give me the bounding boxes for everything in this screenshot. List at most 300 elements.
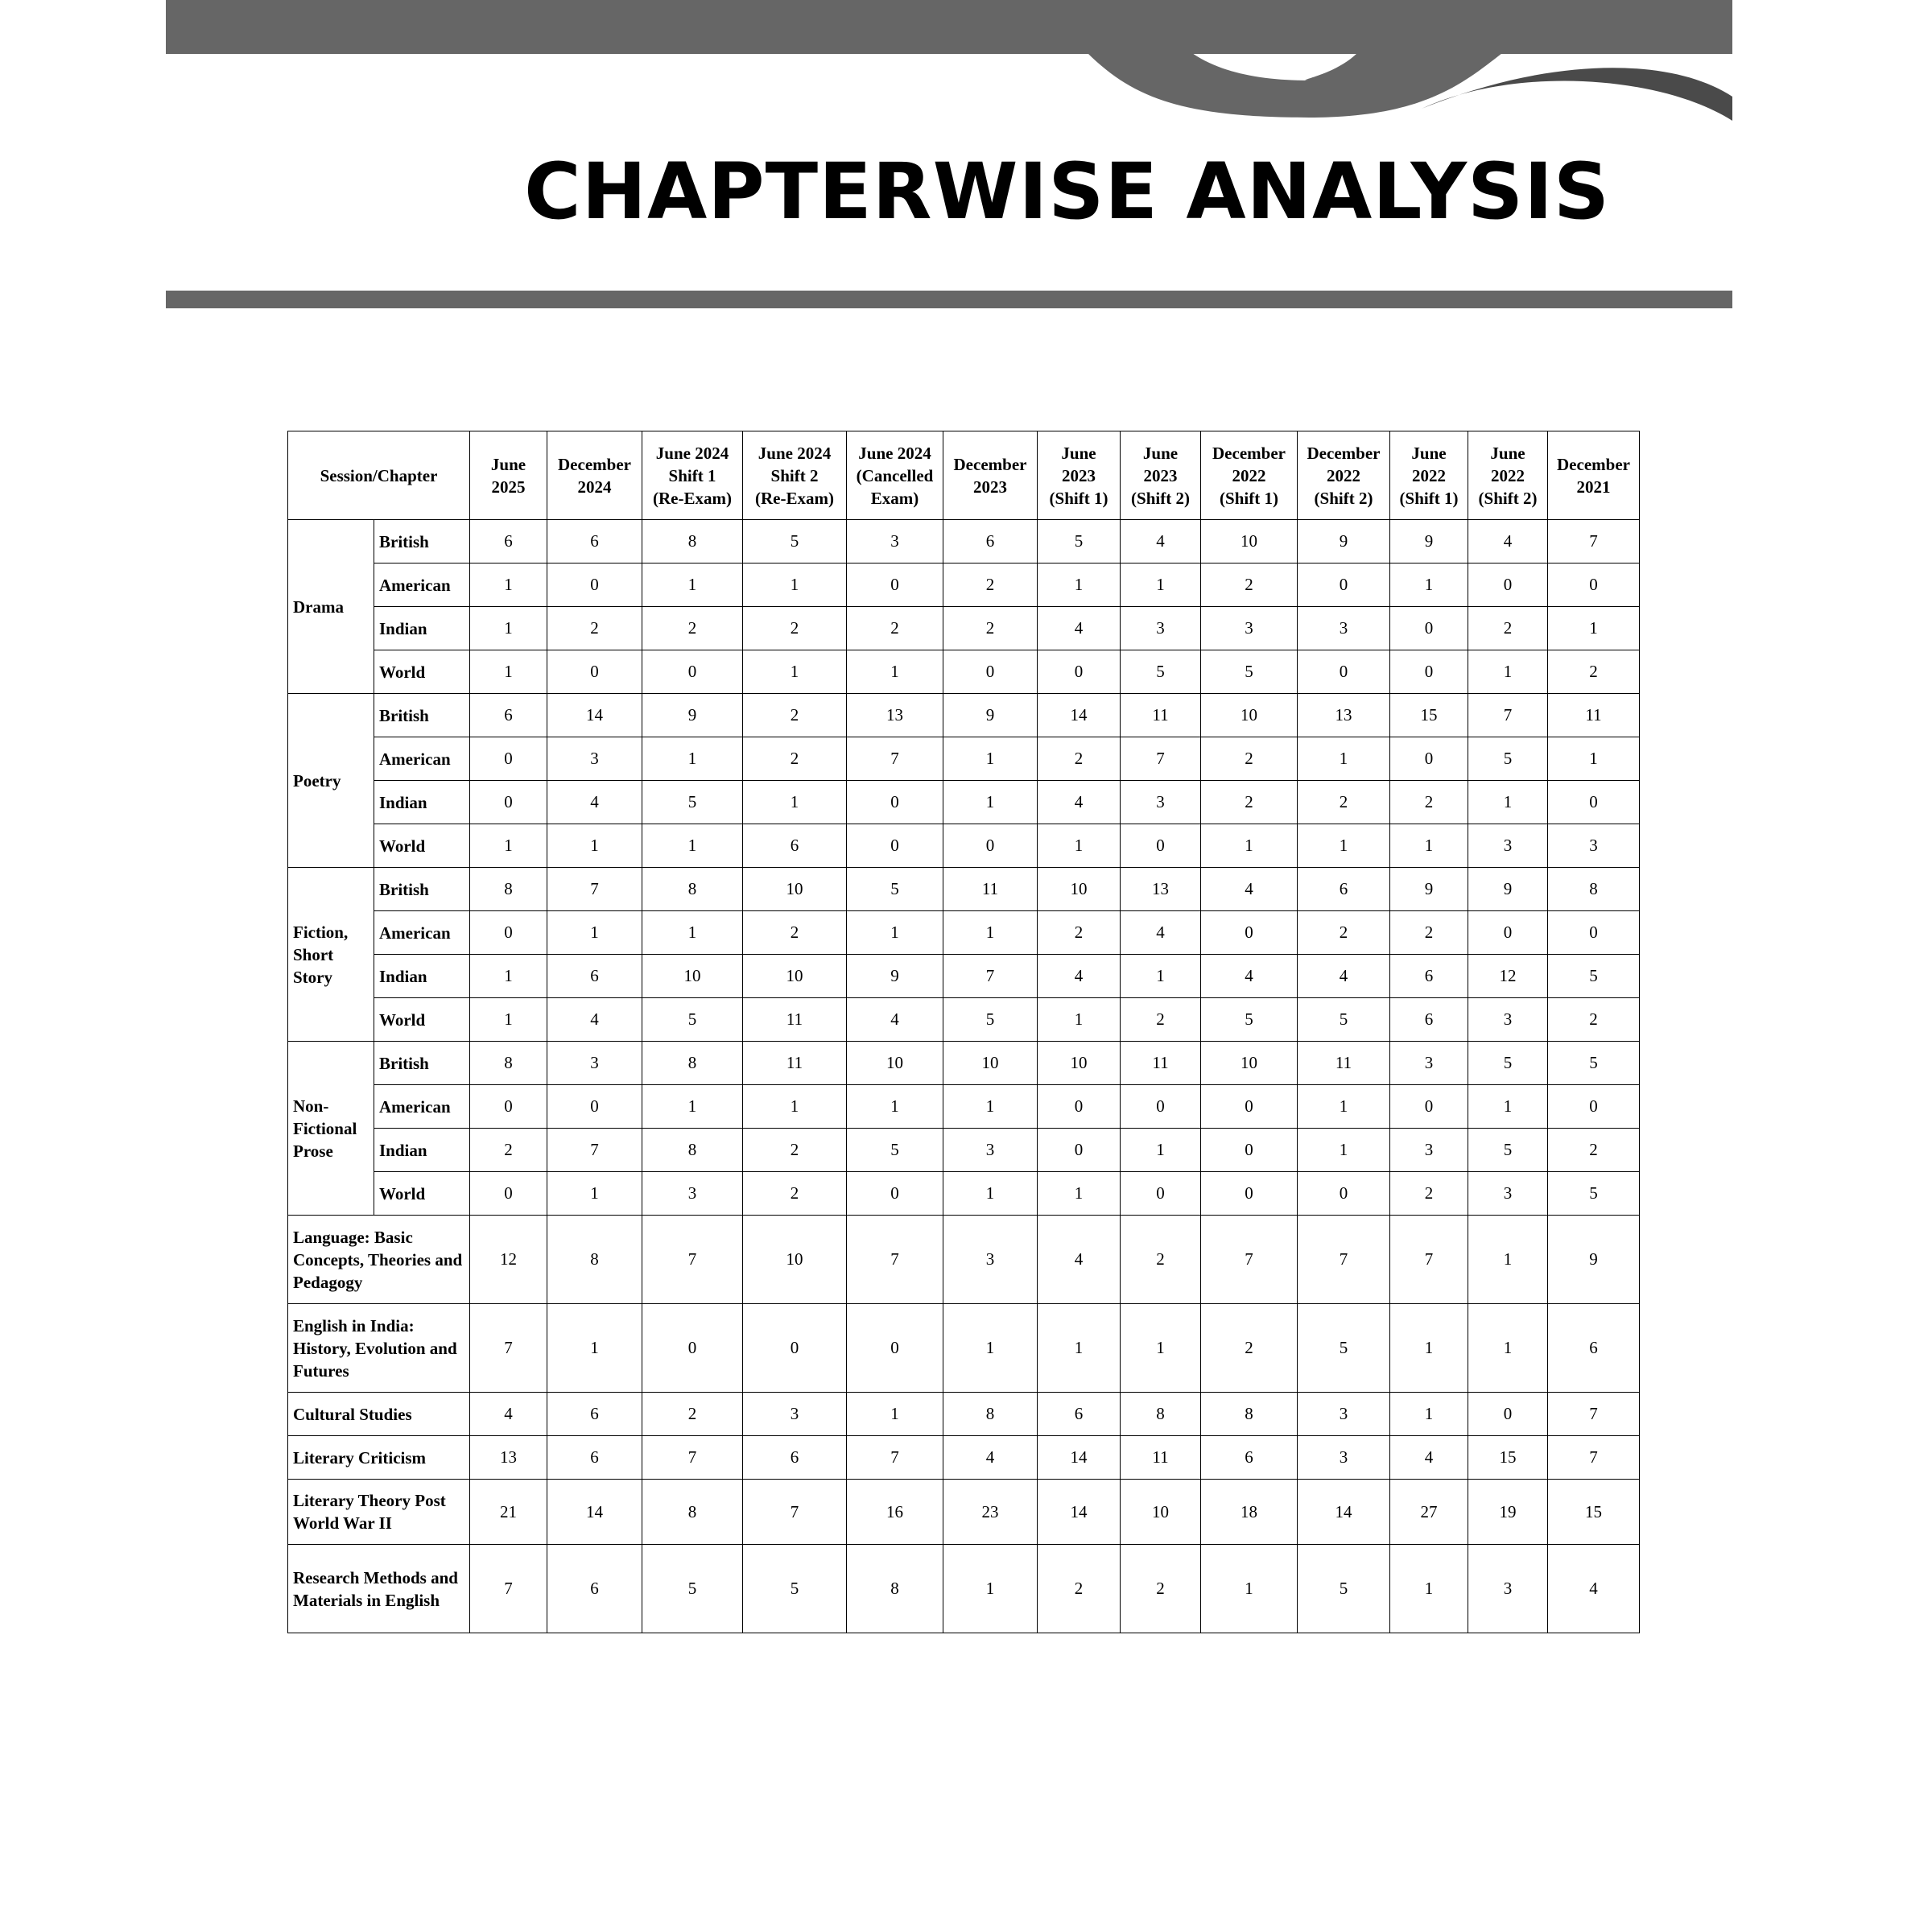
value-cell: 9 (642, 694, 743, 737)
subcategory-label: American (374, 737, 470, 781)
value-cell: 5 (1298, 998, 1390, 1042)
value-cell: 5 (1548, 955, 1640, 998)
value-cell: 11 (1548, 694, 1640, 737)
value-cell: 2 (1201, 737, 1298, 781)
table-row (288, 1436, 1640, 1480)
table-row (288, 564, 1640, 607)
value-cell: 9 (1298, 520, 1390, 564)
value-cell: 15 (1468, 1436, 1548, 1480)
column-header-line: (Cancelled (856, 465, 934, 485)
value-cell: 3 (1390, 1129, 1468, 1172)
column-header-line: (Shift 2) (1314, 488, 1373, 508)
value-cell: 2 (1201, 564, 1298, 607)
value-cell: 2 (943, 607, 1038, 650)
value-cell: 10 (1201, 520, 1298, 564)
value-cell: 13 (470, 1436, 547, 1480)
value-cell: 1 (470, 607, 547, 650)
value-cell: 5 (847, 1129, 943, 1172)
chapter-label: Literary Criticism (288, 1436, 470, 1480)
group-label: Drama (288, 520, 374, 694)
value-cell: 8 (943, 1393, 1038, 1436)
value-cell: 0 (1390, 1085, 1468, 1129)
value-cell: 9 (847, 955, 943, 998)
value-cell: 9 (1468, 868, 1548, 911)
value-cell: 1 (1390, 1545, 1468, 1633)
value-cell: 10 (1201, 694, 1298, 737)
value-cell: 12 (470, 1216, 547, 1304)
column-header-line: 2022 (1232, 465, 1266, 485)
value-cell: 6 (1038, 1393, 1121, 1436)
value-cell: 18 (1201, 1480, 1298, 1545)
value-cell: 7 (1468, 694, 1548, 737)
value-cell: 4 (1298, 955, 1390, 998)
value-cell: 3 (943, 1216, 1038, 1304)
subcategory-label: Indian (374, 607, 470, 650)
value-cell: 7 (743, 1480, 847, 1545)
value-cell: 4 (547, 781, 642, 824)
value-cell: 1 (847, 1393, 943, 1436)
value-cell: 7 (847, 1436, 943, 1480)
value-cell: 0 (847, 781, 943, 824)
table-row (288, 1042, 1640, 1085)
table-row (288, 520, 1640, 564)
value-cell: 4 (1038, 781, 1121, 824)
subcategory-label: Indian (374, 955, 470, 998)
value-cell: 14 (1038, 694, 1121, 737)
table-row (288, 955, 1640, 998)
value-cell: 7 (847, 737, 943, 781)
value-cell: 7 (642, 1436, 743, 1480)
column-header (1390, 431, 1468, 520)
column-header-line: (Shift 2) (1131, 488, 1190, 508)
value-cell: 10 (943, 1042, 1038, 1085)
value-cell: 6 (547, 520, 642, 564)
value-cell: 10 (847, 1042, 943, 1085)
value-cell: 2 (1121, 998, 1201, 1042)
column-header (847, 431, 943, 520)
value-cell: 6 (1298, 868, 1390, 911)
value-cell: 1 (470, 650, 547, 694)
value-cell: 3 (1548, 824, 1640, 868)
subcategory-label: Indian (374, 1129, 470, 1172)
value-cell: 1 (642, 1085, 743, 1129)
column-header-line: June (1061, 443, 1096, 463)
value-cell: 5 (1201, 998, 1298, 1042)
table-row (288, 1393, 1640, 1436)
value-cell: 5 (1038, 520, 1121, 564)
value-cell: 5 (1468, 1042, 1548, 1085)
column-header-line: Exam) (870, 488, 919, 508)
value-cell: 3 (1468, 1172, 1548, 1216)
value-cell: 0 (1298, 650, 1390, 694)
value-cell: 10 (743, 1216, 847, 1304)
value-cell: 9 (1390, 520, 1468, 564)
value-cell: 6 (743, 824, 847, 868)
value-cell: 6 (1201, 1436, 1298, 1480)
value-cell: 1 (1038, 564, 1121, 607)
column-header-line: (Re-Exam) (653, 488, 732, 508)
value-cell: 2 (1121, 1545, 1201, 1633)
column-header (547, 431, 642, 520)
value-cell: 0 (1298, 564, 1390, 607)
column-header-line: December (1212, 443, 1286, 463)
value-cell: 2 (470, 1129, 547, 1172)
value-cell: 0 (1390, 607, 1468, 650)
column-header-line: (Shift 2) (1478, 488, 1538, 508)
value-cell: 15 (1548, 1480, 1640, 1545)
column-header-line: June (1142, 443, 1179, 463)
value-cell: 1 (642, 824, 743, 868)
value-cell: 2 (1468, 607, 1548, 650)
value-cell: 10 (1201, 1042, 1298, 1085)
value-cell: 4 (1468, 520, 1548, 564)
value-cell: 6 (547, 1393, 642, 1436)
value-cell: 1 (743, 1085, 847, 1129)
title-underline-bar (166, 291, 1732, 308)
value-cell: 1 (1121, 955, 1201, 998)
value-cell: 7 (1390, 1216, 1468, 1304)
value-cell: 0 (470, 911, 547, 955)
value-cell: 3 (1298, 1393, 1390, 1436)
value-cell: 5 (743, 520, 847, 564)
value-cell: 1 (470, 564, 547, 607)
value-cell: 3 (642, 1172, 743, 1216)
value-cell: 9 (943, 694, 1038, 737)
value-cell: 3 (1298, 607, 1390, 650)
value-cell: 1 (1390, 564, 1468, 607)
value-cell: 1 (470, 998, 547, 1042)
value-cell: 4 (1121, 911, 1201, 955)
value-cell: 0 (1038, 1085, 1121, 1129)
value-cell: 0 (1201, 911, 1298, 955)
value-cell: 1 (943, 781, 1038, 824)
value-cell: 1 (547, 1304, 642, 1393)
value-cell: 13 (1298, 694, 1390, 737)
value-cell: 2 (1390, 781, 1468, 824)
value-cell: 8 (470, 1042, 547, 1085)
value-cell: 3 (1298, 1436, 1390, 1480)
value-cell: 2 (1548, 998, 1640, 1042)
value-cell: 1 (847, 1085, 943, 1129)
value-cell: 1 (1390, 824, 1468, 868)
column-header-line: 2023 (1143, 465, 1178, 485)
value-cell: 9 (1548, 1216, 1640, 1304)
value-cell: 21 (470, 1480, 547, 1545)
chapterwise-analysis-table (287, 431, 1640, 1633)
value-cell: 2 (1038, 911, 1121, 955)
column-header-line: June 2024 (758, 443, 832, 463)
value-cell: 11 (743, 998, 847, 1042)
value-cell: 4 (1390, 1436, 1468, 1480)
value-cell: 5 (642, 1545, 743, 1633)
value-cell: 6 (743, 1436, 847, 1480)
column-header-line: (Shift 1) (1049, 488, 1108, 508)
value-cell: 0 (1038, 1129, 1121, 1172)
value-cell: 3 (743, 1393, 847, 1436)
value-cell: 1 (547, 1172, 642, 1216)
value-cell: 1 (943, 911, 1038, 955)
table-row (288, 607, 1640, 650)
value-cell: 2 (642, 1393, 743, 1436)
value-cell: 10 (743, 868, 847, 911)
value-cell: 8 (1121, 1393, 1201, 1436)
subcategory-label: American (374, 1085, 470, 1129)
value-cell: 10 (743, 955, 847, 998)
table-row (288, 781, 1640, 824)
column-header-line: June (490, 454, 526, 474)
value-cell: 1 (1121, 1304, 1201, 1393)
value-cell: 2 (547, 607, 642, 650)
column-header (1298, 431, 1390, 520)
subcategory-label: World (374, 1172, 470, 1216)
column-header-line: December (558, 454, 631, 474)
value-cell: 2 (1390, 911, 1468, 955)
value-cell: 1 (943, 1545, 1038, 1633)
value-cell: 11 (943, 868, 1038, 911)
value-cell: 7 (1121, 737, 1201, 781)
value-cell: 1 (470, 824, 547, 868)
value-cell: 8 (642, 1480, 743, 1545)
column-header-line: 2025 (491, 477, 526, 497)
value-cell: 5 (1298, 1304, 1390, 1393)
value-cell: 10 (1038, 868, 1121, 911)
column-header (1038, 431, 1121, 520)
table-row (288, 824, 1640, 868)
table-row (288, 868, 1640, 911)
value-cell: 6 (943, 520, 1038, 564)
value-cell: 3 (1468, 824, 1548, 868)
column-header-line: June (1411, 443, 1447, 463)
chapter-label: Research Methods and Materials in English (288, 1545, 470, 1633)
column-header-line: June 2024 (655, 443, 729, 463)
value-cell: 0 (1201, 1172, 1298, 1216)
value-cell: 2 (1298, 781, 1390, 824)
value-cell: 1 (1121, 564, 1201, 607)
value-cell: 5 (1468, 737, 1548, 781)
header-row (288, 431, 1640, 520)
column-header-line: June 2024 (858, 443, 931, 463)
column-header-line: 2023 (973, 477, 1007, 497)
value-cell: 2 (847, 607, 943, 650)
table-row (288, 1172, 1640, 1216)
table-row (288, 650, 1640, 694)
value-cell: 7 (547, 868, 642, 911)
value-cell: 1 (943, 1304, 1038, 1393)
value-cell: 8 (1548, 868, 1640, 911)
value-cell: 4 (1038, 607, 1121, 650)
value-cell: 2 (1548, 650, 1640, 694)
column-header-line: December (953, 454, 1027, 474)
value-cell: 0 (547, 564, 642, 607)
value-cell: 2 (743, 1172, 847, 1216)
value-cell: 1 (1468, 781, 1548, 824)
value-cell: 7 (470, 1545, 547, 1633)
value-cell: 7 (642, 1216, 743, 1304)
value-cell: 4 (1201, 955, 1298, 998)
value-cell: 0 (642, 1304, 743, 1393)
column-header-line: June (1490, 443, 1525, 463)
value-cell: 10 (1038, 1042, 1121, 1085)
page-title: CHAPTERWISE ANALYSIS (524, 147, 1610, 237)
column-header-line: December (1307, 443, 1381, 463)
value-cell: 0 (1548, 564, 1640, 607)
value-cell: 10 (642, 955, 743, 998)
column-header-line: 2022 (1491, 465, 1525, 485)
value-cell: 1 (1121, 1129, 1201, 1172)
value-cell: 2 (1038, 737, 1121, 781)
value-cell: 1 (943, 1085, 1038, 1129)
value-cell: 14 (547, 1480, 642, 1545)
value-cell: 5 (1201, 650, 1298, 694)
value-cell: 0 (1468, 1393, 1548, 1436)
value-cell: 2 (1298, 911, 1390, 955)
value-cell: 0 (1038, 650, 1121, 694)
value-cell: 16 (847, 1480, 943, 1545)
value-cell: 0 (1121, 1172, 1201, 1216)
value-cell: 0 (1548, 1085, 1640, 1129)
value-cell: 15 (1390, 694, 1468, 737)
value-cell: 12 (1468, 955, 1548, 998)
value-cell: 6 (547, 1545, 642, 1633)
value-cell: 1 (1038, 824, 1121, 868)
value-cell: 8 (642, 1129, 743, 1172)
value-cell: 4 (847, 998, 943, 1042)
subcategory-label: American (374, 564, 470, 607)
value-cell: 8 (642, 520, 743, 564)
value-cell: 11 (1121, 1042, 1201, 1085)
value-cell: 7 (1548, 520, 1640, 564)
value-cell: 3 (1468, 998, 1548, 1042)
value-cell: 1 (1468, 650, 1548, 694)
value-cell: 0 (847, 564, 943, 607)
value-cell: 0 (943, 824, 1038, 868)
value-cell: 0 (470, 781, 547, 824)
corner-header: Session/Chapter (288, 431, 470, 520)
column-header-line: 2022 (1412, 465, 1446, 485)
value-cell: 1 (943, 737, 1038, 781)
table-row (288, 1129, 1640, 1172)
table-row (288, 1304, 1640, 1393)
value-cell: 1 (1038, 998, 1121, 1042)
value-cell: 2 (1201, 781, 1298, 824)
column-header-line: (Re-Exam) (755, 488, 834, 508)
value-cell: 0 (1468, 911, 1548, 955)
value-cell: 6 (547, 1436, 642, 1480)
value-cell: 1 (642, 911, 743, 955)
value-cell: 6 (1390, 998, 1468, 1042)
value-cell: 1 (847, 911, 943, 955)
value-cell: 1 (1298, 737, 1390, 781)
column-header-line: 2022 (1327, 465, 1360, 485)
value-cell: 5 (642, 998, 743, 1042)
value-cell: 1 (743, 650, 847, 694)
value-cell: 2 (743, 737, 847, 781)
value-cell: 6 (470, 694, 547, 737)
value-cell: 7 (943, 955, 1038, 998)
value-cell: 11 (743, 1042, 847, 1085)
table-row (288, 911, 1640, 955)
value-cell: 1 (547, 824, 642, 868)
value-cell: 7 (1548, 1393, 1640, 1436)
value-cell: 4 (1548, 1545, 1640, 1633)
value-cell: 0 (1298, 1172, 1390, 1216)
column-header (943, 431, 1038, 520)
value-cell: 27 (1390, 1480, 1468, 1545)
value-cell: 5 (743, 1545, 847, 1633)
value-cell: 4 (1121, 520, 1201, 564)
subcategory-label: British (374, 1042, 470, 1085)
value-cell: 13 (1121, 868, 1201, 911)
column-header-line: 2023 (1062, 465, 1096, 485)
table-row (288, 1545, 1640, 1633)
group-label: Non-Fictional Prose (288, 1042, 374, 1216)
value-cell: 13 (847, 694, 943, 737)
value-cell: 3 (547, 1042, 642, 1085)
value-cell: 10 (1121, 1480, 1201, 1545)
value-cell: 5 (1121, 650, 1201, 694)
value-cell: 7 (470, 1304, 547, 1393)
value-cell: 4 (943, 1436, 1038, 1480)
value-cell: 1 (470, 955, 547, 998)
column-header-line: December (1557, 454, 1630, 474)
table-row (288, 1480, 1640, 1545)
value-cell: 1 (743, 781, 847, 824)
value-cell: 3 (547, 737, 642, 781)
value-cell: 2 (1201, 1304, 1298, 1393)
chapter-label: English in India: History, Evolution and Futures (288, 1304, 470, 1393)
table-row (288, 1216, 1640, 1304)
value-cell: 1 (1201, 1545, 1298, 1633)
value-cell: 2 (1548, 1129, 1640, 1172)
value-cell: 2 (1390, 1172, 1468, 1216)
table-row (288, 1085, 1640, 1129)
value-cell: 11 (1298, 1042, 1390, 1085)
value-cell: 1 (1548, 607, 1640, 650)
value-cell: 2 (743, 911, 847, 955)
value-cell: 1 (1468, 1085, 1548, 1129)
value-cell: 7 (1548, 1436, 1640, 1480)
subcategory-label: World (374, 650, 470, 694)
column-header (743, 431, 847, 520)
value-cell: 1 (642, 564, 743, 607)
value-cell: 5 (1548, 1172, 1640, 1216)
subcategory-label: British (374, 868, 470, 911)
value-cell: 2 (743, 1129, 847, 1172)
value-cell: 1 (943, 1172, 1038, 1216)
value-cell: 11 (1121, 694, 1201, 737)
value-cell: 0 (1548, 781, 1640, 824)
value-cell: 3 (1121, 607, 1201, 650)
value-cell: 7 (1298, 1216, 1390, 1304)
value-cell: 5 (1548, 1042, 1640, 1085)
value-cell: 0 (470, 1172, 547, 1216)
subcategory-label: World (374, 824, 470, 868)
value-cell: 3 (847, 520, 943, 564)
value-cell: 0 (847, 824, 943, 868)
value-cell: 2 (743, 607, 847, 650)
value-cell: 0 (847, 1172, 943, 1216)
value-cell: 1 (1038, 1304, 1121, 1393)
value-cell: 6 (470, 520, 547, 564)
value-cell: 4 (547, 998, 642, 1042)
decorative-wave-icon (166, 0, 1732, 129)
value-cell: 7 (547, 1129, 642, 1172)
value-cell: 2 (1121, 1216, 1201, 1304)
value-cell: 1 (847, 650, 943, 694)
value-cell: 8 (547, 1216, 642, 1304)
value-cell: 0 (470, 737, 547, 781)
value-cell: 3 (1468, 1545, 1548, 1633)
